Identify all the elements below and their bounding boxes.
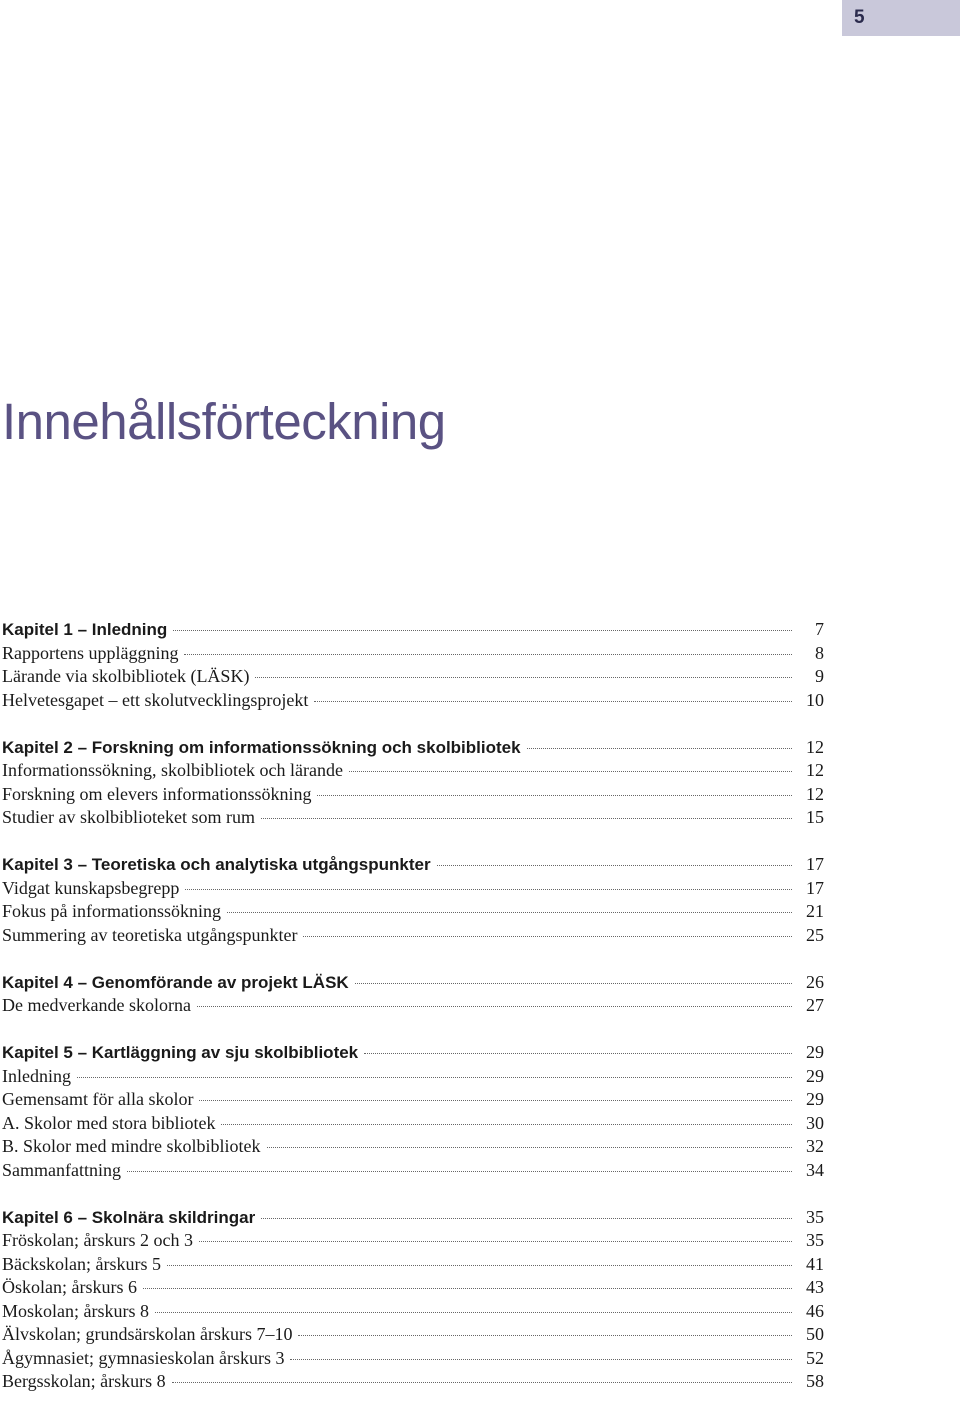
- dot-leader: [227, 912, 792, 913]
- entry-title: Summering av teoretiska utgångspunkter: [2, 924, 298, 945]
- toc-chapter-heading[interactable]: [2, 618, 824, 642]
- toc-chapter: [2, 1206, 824, 1394]
- dot-leader: [349, 771, 792, 772]
- chapter-title: Kapitel 4 – Genomförande av projekt LÄSK: [2, 972, 349, 992]
- dot-leader: [143, 1288, 792, 1289]
- page-ref: 30: [806, 1112, 824, 1133]
- entry-title: Forskning om elevers informationssökning: [2, 783, 312, 804]
- dot-leader: [267, 1147, 793, 1148]
- chapter-title: Kapitel 5 – Kartläggning av sju skolbibliotek: [2, 1043, 359, 1062]
- toc-entry[interactable]: [2, 642, 824, 666]
- page-ref: 34: [806, 1159, 824, 1180]
- dot-leader: [261, 1218, 792, 1219]
- entry-title: Informationssökning, skolbibliotek och lärande: [2, 760, 343, 780]
- toc-chapter: [2, 736, 824, 830]
- page-ref: 29: [806, 1065, 824, 1086]
- toc-entry[interactable]: [2, 1253, 824, 1277]
- page-ref: 52: [806, 1347, 824, 1368]
- toc-chapter: [2, 1041, 824, 1182]
- entry-title: Vidgat kunskapsbegrepp: [2, 877, 180, 898]
- page-ref: 35: [806, 1230, 824, 1250]
- toc-entry[interactable]: [2, 1065, 824, 1089]
- toc-entry[interactable]: [2, 1300, 824, 1324]
- toc-chapter-heading[interactable]: [2, 1206, 824, 1230]
- page-ref: 26: [806, 971, 824, 992]
- toc-entry[interactable]: [2, 689, 824, 713]
- toc-chapter: [2, 618, 824, 712]
- page-number-tab: [842, 0, 960, 36]
- entry-title: Gemensamt för alla skolor: [2, 1089, 194, 1109]
- toc-entry[interactable]: [2, 1112, 824, 1136]
- entry-title: A. Skolor med stora bibliotek: [2, 1112, 216, 1133]
- dot-leader: [155, 1312, 792, 1313]
- dot-leader: [199, 1100, 792, 1101]
- page-ref: 12: [806, 783, 824, 804]
- toc-chapter-heading[interactable]: [2, 853, 824, 877]
- chapter-title: Kapitel 3 – Teoretiska och analytiska utgångspunkter: [2, 855, 431, 874]
- toc-entry[interactable]: [2, 759, 824, 783]
- page-ref: 32: [806, 1136, 824, 1156]
- toc-entry[interactable]: [2, 924, 824, 948]
- dot-leader: [199, 1241, 792, 1242]
- page-ref: 50: [806, 1324, 824, 1344]
- page-ref: 9: [815, 666, 824, 686]
- page-ref: 17: [806, 854, 824, 874]
- page-ref: 41: [806, 1253, 824, 1274]
- toc-entry[interactable]: [2, 1135, 824, 1159]
- page-ref: 15: [806, 807, 824, 827]
- entry-title: Sammanfattning: [2, 1159, 121, 1180]
- toc-entry[interactable]: [2, 1370, 824, 1394]
- dot-leader: [355, 983, 792, 984]
- chapter-title: Kapitel 6 – Skolnära skildringar: [2, 1207, 256, 1227]
- page-ref: 7: [815, 619, 824, 639]
- toc-entry[interactable]: [2, 1347, 824, 1371]
- dot-leader: [184, 654, 792, 655]
- toc-entry[interactable]: [2, 1276, 824, 1300]
- dot-leader: [255, 677, 792, 678]
- toc-entry[interactable]: [2, 877, 824, 901]
- toc-chapter-heading[interactable]: [2, 736, 824, 760]
- toc-entry[interactable]: [2, 783, 824, 807]
- dot-leader: [314, 701, 792, 702]
- entry-title: Bergsskolan; årskurs 8: [2, 1371, 166, 1391]
- entry-title: Ågymnasiet; gymnasieskolan årskurs 3: [2, 1347, 285, 1368]
- toc-entry[interactable]: [2, 1229, 824, 1253]
- toc-entry[interactable]: [2, 1323, 824, 1347]
- entry-title: Fokus på informationssökning: [2, 901, 221, 921]
- dot-leader: [221, 1124, 792, 1125]
- page-ref: 35: [806, 1206, 824, 1227]
- page-ref: 10: [806, 689, 824, 710]
- page-ref: 46: [806, 1300, 824, 1321]
- entry-title: Älvskolan; grundsärskolan årskurs 7–10: [2, 1324, 293, 1344]
- entry-title: Öskolan; årskurs 6: [2, 1277, 137, 1297]
- entry-title: Helvetesgapet – ett skolutvecklingsprojekt: [2, 689, 309, 710]
- toc-chapter-heading[interactable]: [2, 1041, 824, 1065]
- entry-title: B. Skolor med mindre skolbibliotek: [2, 1136, 261, 1156]
- page-ref: 12: [806, 736, 824, 757]
- page-number: 5: [854, 7, 865, 28]
- table-of-contents: [2, 618, 824, 1417]
- page-ref: 8: [815, 642, 824, 663]
- page-ref: 12: [806, 760, 824, 780]
- entry-title: Moskolan; årskurs 8: [2, 1300, 149, 1321]
- page-ref: 21: [806, 901, 824, 921]
- entry-title: De medverkande skolorna: [2, 995, 191, 1015]
- toc-entry[interactable]: [2, 665, 824, 689]
- page-ref: 43: [806, 1277, 824, 1297]
- dot-leader: [167, 1265, 792, 1266]
- page-ref: 58: [806, 1371, 824, 1391]
- dot-leader: [290, 1359, 792, 1360]
- toc-entry[interactable]: [2, 1159, 824, 1183]
- entry-title: Studier av skolbiblioteket som rum: [2, 807, 255, 827]
- dot-leader: [364, 1053, 792, 1054]
- dot-leader: [197, 1006, 792, 1007]
- dot-leader: [317, 795, 792, 796]
- page-ref: 29: [806, 1042, 824, 1062]
- toc-chapter: [2, 853, 824, 947]
- dot-leader: [77, 1077, 792, 1078]
- entry-title: Bäckskolan; årskurs 5: [2, 1253, 161, 1274]
- page-ref: 29: [806, 1089, 824, 1109]
- toc-entry[interactable]: [2, 806, 824, 830]
- entry-title: Rapportens uppläggning: [2, 642, 179, 663]
- dot-leader: [437, 865, 792, 866]
- entry-title: Lärande via skolbibliotek (LÄSK): [2, 666, 250, 686]
- dot-leader: [173, 630, 792, 631]
- chapter-title: Kapitel 1 – Inledning: [2, 620, 168, 639]
- dot-leader: [527, 748, 792, 749]
- dot-leader: [127, 1171, 792, 1172]
- toc-entry[interactable]: [2, 994, 824, 1018]
- toc-chapter-heading[interactable]: [2, 971, 824, 995]
- toc-entry[interactable]: [2, 1088, 824, 1112]
- page-ref: 25: [806, 924, 824, 945]
- dot-leader: [172, 1382, 792, 1383]
- dot-leader: [303, 936, 792, 937]
- dot-leader: [261, 818, 792, 819]
- toc-chapter: [2, 971, 824, 1018]
- chapter-title: Kapitel 2 – Forskning om informationssökning och skolbibliotek: [2, 737, 521, 757]
- page-ref: 17: [806, 877, 824, 898]
- toc-entry[interactable]: [2, 900, 824, 924]
- entry-title: Fröskolan; årskurs 2 och 3: [2, 1230, 193, 1250]
- entry-title: Inledning: [2, 1065, 71, 1086]
- dot-leader: [298, 1335, 792, 1336]
- dot-leader: [185, 889, 792, 890]
- page-ref: 27: [806, 995, 824, 1015]
- page-title: Innehållsförteckning: [2, 393, 446, 450]
